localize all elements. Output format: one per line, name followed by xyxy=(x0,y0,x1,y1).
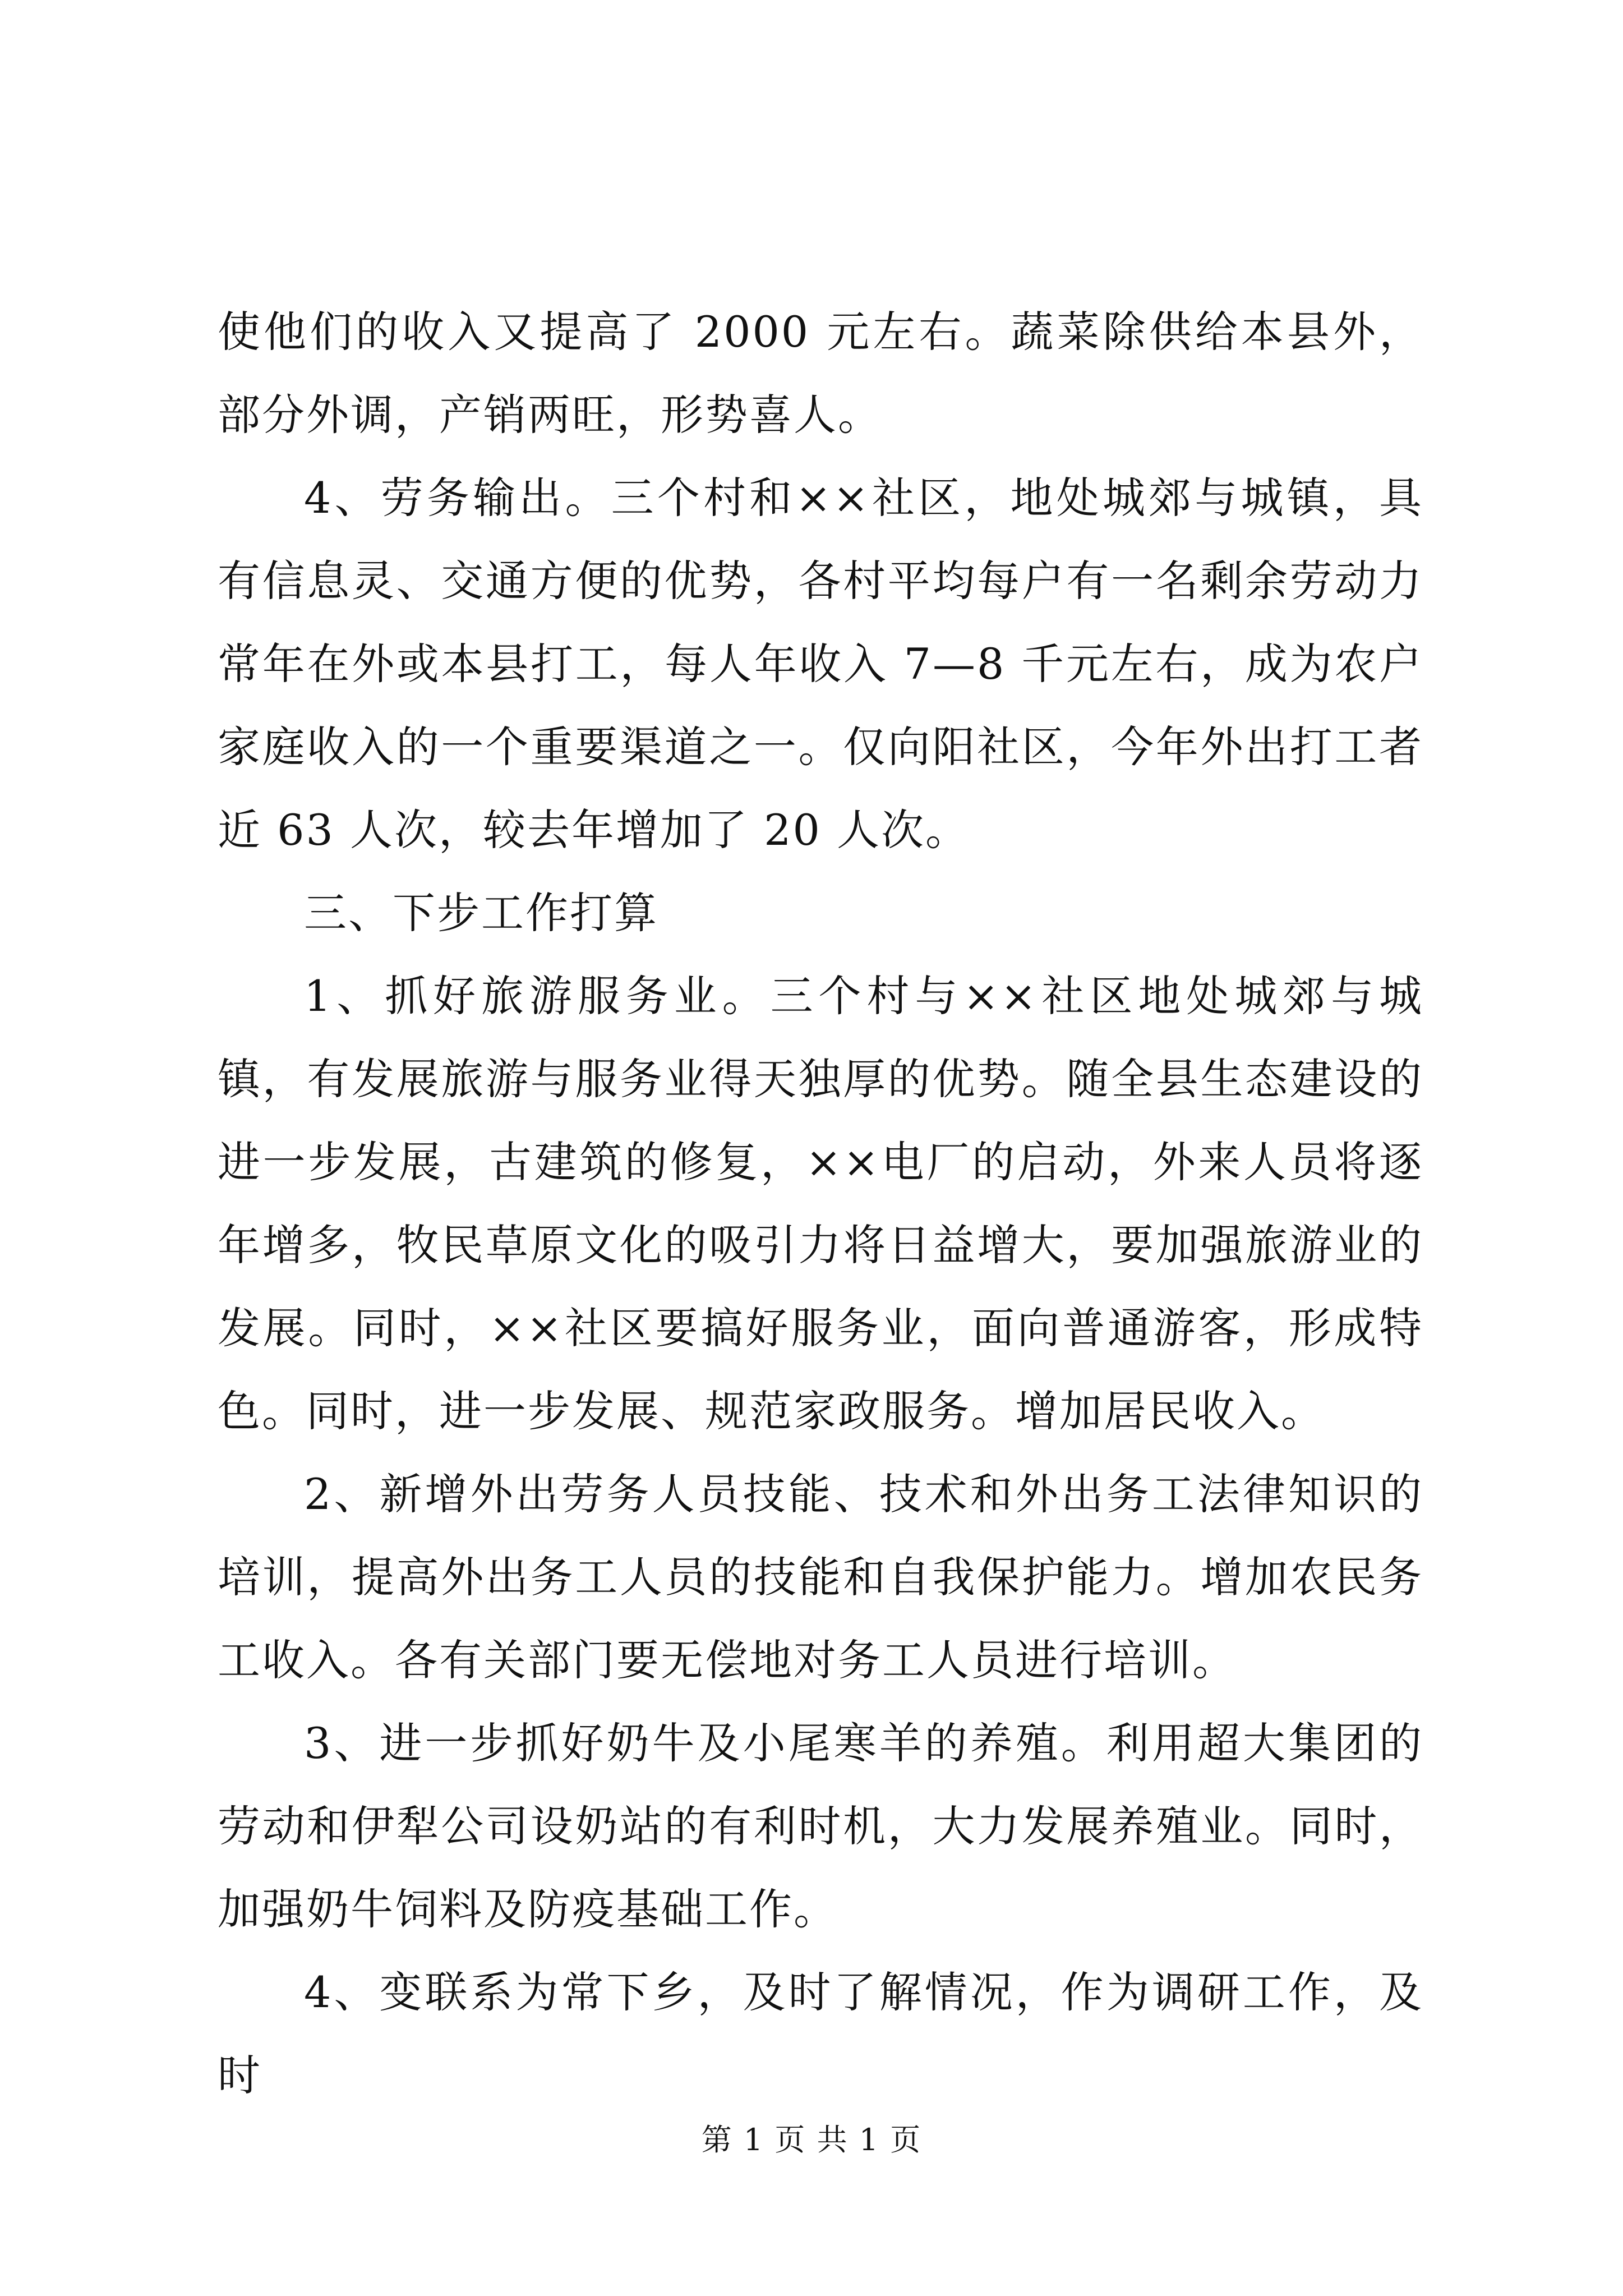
section-heading-next-steps: 三、下步工作打算 xyxy=(304,888,658,938)
paragraph-field-visits: 4、变联系为常下乡，及时了解情况，作为调研工作，及时 xyxy=(218,1967,1423,2100)
page-footer: 第 1 页 共 1 页 xyxy=(701,2122,922,2157)
paragraph-labor-export: 4、劳务输出。三个村和××社区，地处城郊与城镇，具有信息灵、交通方便的优势，各村平均每户有一名剩余劳动力常年在外或本县打工，每人年收入 7—8 千元左右，成为农户家庭收入的一个重要渠道之一。仅向阳社区，今年外出打工者近 63 人次，较去年增加了 20 人次。 xyxy=(218,473,1423,855)
paragraph-tourism-service: 1、抓好旅游服务业。三个村与××社区地处城郊与城镇，有发展旅游与服务业得天独厚的优势。随全县生态建设的进一步发展，古建筑的修复，××电厂的启动，外来人员将逐年增多，牧民草原文化的吸引力将日益增大，要加强旅游业的发展。同时，××社区要搞好服务业，面向普通游客，形成特色。同时，进一步发展、规范家政服务。增加居民收入。 xyxy=(218,971,1423,1436)
document-body xyxy=(218,291,1423,2117)
paragraph-worker-training: 2、新增外出劳务人员技能、技术和外出务工法律知识的培训，提高外出务工人员的技能和自我保护能力。增加农民务工收入。各有关部门要无偿地对务工人员进行培训。 xyxy=(218,1469,1423,1685)
paragraph-livestock-breeding: 3、进一步抓好奶牛及小尾寒羊的养殖。利用超大集团的劳动和伊犁公司设奶站的有利时机，大力发展养殖业。同时，加强奶牛饲料及防疫基础工作。 xyxy=(218,1718,1423,1934)
paragraph-continuation: 使他们的收入又提高了 2000 元左右。蔬菜除供给本县外，部分外调，产销两旺，形势喜人。 xyxy=(218,307,1423,440)
